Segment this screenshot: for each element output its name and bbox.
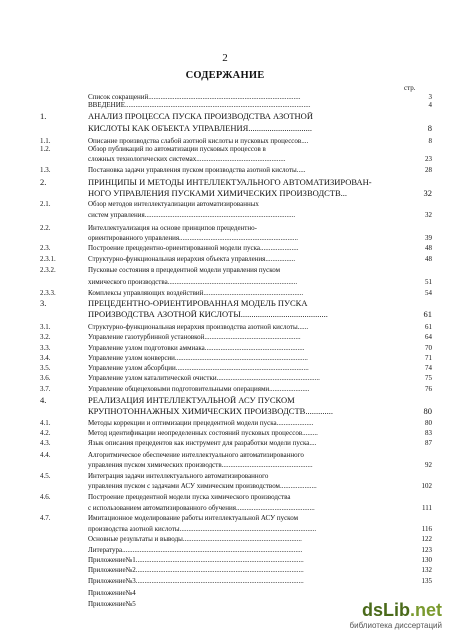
toc-entry-title: химического производства..........................................................................	[88, 278, 298, 286]
toc-entry-number: 4.	[40, 395, 47, 405]
toc-entry-page: 8	[427, 123, 432, 133]
toc-entry-number: 4.2.	[40, 429, 51, 437]
toc-entry-page: 32	[423, 188, 432, 198]
toc-entry-title: Приложение№4	[88, 589, 136, 597]
toc-entry-number: 4.4.	[40, 451, 51, 459]
toc-entry-number: 2.1.	[40, 200, 51, 208]
toc-entry-number: 1.1.	[40, 137, 51, 145]
toc-entry-page: 71	[425, 354, 432, 362]
toc-entry-title: Комплексы управляющих воздействий.........................................................	[88, 289, 304, 297]
page-column-header: стр.	[404, 84, 416, 92]
toc-entry-title: Язык описания прецедентов как инструмент для разработки модели пуска....	[88, 439, 317, 447]
toc-entry-title: Структурно-функциональная иерархия производства азотной кислоты......	[88, 323, 309, 331]
toc-entry-page: 87	[425, 439, 432, 447]
toc-entry-title: ориентированного управления....................................................................	[88, 234, 299, 242]
toc-entry-page: 23	[425, 155, 432, 163]
toc-entry-title: ПРИНЦИПЫ И МЕТОДЫ ИНТЕЛЛЕКТУАЛЬНОГО АВТОМАТИЗИРОВАН-	[88, 178, 372, 187]
toc-entry-number: 3.7.	[40, 385, 51, 393]
toc-entry-title: Литература.......................................................................................................	[88, 546, 303, 554]
toc-entry-page: 8	[428, 137, 432, 145]
toc-entry-title: Методы коррекции и оптимизации прецедентной модели пуска.....................	[88, 419, 314, 427]
toc-entry-number: 4.6.	[40, 493, 51, 501]
toc-entry-title: Структурно-функциональная иерархия объекта управления.................	[88, 255, 296, 263]
toc-entry-number: 3.5.	[40, 364, 51, 372]
toc-entry-title: ВВЕДЕНИЕ..........................................................................................................	[88, 101, 311, 109]
toc-entry-number: 4.1.	[40, 419, 51, 427]
toc-entry-page: 61	[425, 323, 432, 331]
toc-entry-number: 1.	[40, 111, 47, 121]
toc-entry-page: 70	[425, 344, 432, 352]
toc-entry-title: РЕАЛИЗАЦИЯ ИНТЕЛЛЕКТУАЛЬНОЙ АСУ ПУСКОМ	[88, 396, 295, 405]
toc-entry-page: 111	[422, 504, 432, 512]
toc-entry-number: 3.3.	[40, 344, 51, 352]
toc-entry-page: 39	[425, 234, 432, 242]
watermark-subtitle: библиотека диссертаций	[349, 621, 442, 630]
toc-entry-page: 102	[421, 482, 432, 490]
toc-entry-number: 3.4.	[40, 354, 51, 362]
toc-entry-page: 122	[421, 535, 432, 543]
watermark	[322, 600, 442, 630]
toc-entry-title: Обзор публикаций по автоматизации пусковых процессов в	[88, 145, 266, 153]
toc-entry-title: Управление узлом абсорбции............................................................................	[88, 364, 309, 372]
page-title: СОДЕРЖАНИЕ	[185, 70, 265, 81]
toc-entry-page: 48	[425, 255, 432, 263]
toc-entry-title: Постановка задачи управления пуском производства азотной кислоты.....	[88, 166, 306, 174]
toc-entry-page: 48	[425, 244, 432, 252]
toc-entry-number: 1.2.	[40, 145, 51, 153]
toc-entry-title: Пусковые состояния в прецедентной модели управления пуском	[88, 266, 281, 274]
toc-entry-number: 4.7.	[40, 514, 51, 522]
toc-entry-page: 132	[421, 566, 432, 574]
toc-entry-page: 135	[421, 577, 432, 585]
toc-entry-page: 83	[425, 429, 432, 437]
toc-entry-page: 80	[423, 406, 432, 416]
toc-entry-number: 2.3.2.	[40, 266, 56, 274]
toc-entry-title: Управление узлом конверсии............................................................................	[88, 354, 308, 362]
toc-entry-page: 130	[421, 556, 432, 564]
toc-entry-title: ПРЕЦЕДЕНТНО-ОРИЕНТИРОВАННАЯ МОДЕЛЬ ПУСКА	[88, 299, 308, 308]
page-number: 2	[222, 52, 228, 64]
toc-entry-title: КРУПНОТОННАЖНЫХ ХИМИЧЕСКИХ ПРОИЗВОДСТВ.............	[88, 407, 333, 416]
toc-entry-page: 51	[425, 278, 432, 286]
toc-entry-number: 2.	[40, 177, 47, 187]
toc-entry-number: 3.2.	[40, 333, 51, 341]
toc-entry-number: 4.5.	[40, 472, 51, 480]
toc-entry-title: Приложение№1................................................................................................	[88, 556, 304, 564]
toc-entry-title: систем управления......................................................................................	[88, 211, 296, 219]
toc-entry-title: Управление общецеховыми подготовительными операциями.......................	[88, 385, 310, 393]
toc-entry-number: 4.3.	[40, 439, 51, 447]
toc-entry-number: 2.3.3.	[40, 289, 56, 297]
toc-entry-title: Имитационное моделирование работы интеллектуальной АСУ пуском	[88, 514, 299, 522]
toc-entry-title: Построение прецедентной модели пуска химического производства	[88, 493, 291, 501]
toc-entry-title: управления пуском с задачами АСУ химическим производством.....................	[88, 482, 317, 490]
toc-entry-title: Описание производства слабой азотной кислоты и пусковых процессов....	[88, 137, 309, 145]
toc-entry-title: АНАЛИЗ ПРОЦЕССА ПУСКА ПРОИЗВОДСТВА АЗОТНОЙ	[88, 112, 313, 121]
toc-entry-title: Приложение№5	[88, 600, 136, 608]
toc-entry-title: Интеллектуализация на основе принципов прецедентно-	[88, 224, 257, 232]
toc-entry-title: НОГО УПРАВЛЕНИЯ ПУСКАМИ ХИМИЧЕСКИХ ПРОИЗВОДСТВ...	[88, 189, 348, 198]
toc-entry-title: Приложение№2................................................................................................	[88, 566, 304, 574]
toc-entry-title: Интеграция задачи интеллектуального автоматизированного	[88, 472, 269, 480]
toc-entry-title: сложных технологических системах...................................................	[88, 155, 286, 163]
toc-entry-number: 2.3.1.	[40, 255, 56, 263]
toc-entry-title: ПРОИЗВОДСТВА АЗОТНОЙ КИСЛОТЫ.........................................	[88, 310, 328, 319]
toc-entry-title: Список сокращений.......................................................................................	[88, 93, 301, 101]
toc-entry-number: 3.	[40, 298, 47, 308]
toc-entry-page: 64	[425, 333, 432, 341]
toc-entry-title: Управление узлом каталитической очистки...........................................................	[88, 374, 320, 382]
toc-entry-title: производства азотной кислоты..............................................................................	[88, 525, 317, 533]
toc-entry-title: Построение прецедентно-ориентированной модели пуска......................	[88, 244, 299, 252]
toc-entry-page: 116	[421, 525, 432, 533]
toc-entry-page: 54	[425, 289, 432, 297]
toc-entry-page: 74	[425, 364, 432, 372]
toc-entry-page: 75	[425, 374, 432, 382]
toc-entry-title: Управление узлом подготовки аммиака.........................................................	[88, 344, 305, 352]
toc-entry-number: 1.3.	[40, 166, 51, 174]
toc-entry-number: 2.2.	[40, 224, 51, 232]
toc-entry-number: 2.3.	[40, 244, 51, 252]
watermark-logo: dsLib.net	[361, 600, 442, 620]
toc-entry-page: 61	[423, 309, 432, 319]
toc-entry-page: 123	[421, 546, 432, 554]
toc-entry-page: 92	[425, 461, 432, 469]
toc-entry-title: Обзор методов интеллектуализации автоматизированных	[88, 200, 259, 208]
toc-entry-title: с использованием автоматизированного обучения.............................................	[88, 504, 315, 512]
toc-entry-page: 3	[428, 93, 432, 101]
toc-entry-page: 80	[425, 419, 432, 427]
toc-entry-page: 28	[425, 166, 432, 174]
toc-entry-page: 76	[425, 385, 432, 393]
toc-entry-title: Управление газотурбинной установкой.......................................................	[88, 333, 301, 341]
toc-entry-number: 3.6.	[40, 374, 51, 382]
toc-entry-number: 3.1.	[40, 323, 51, 331]
toc-entry-page: 4	[428, 101, 432, 109]
toc-entry-title: Основные результаты и выводы....................................................................	[88, 535, 302, 543]
toc-entry-page: 32	[425, 211, 432, 219]
toc-entry-title: Алгоритмическое обеспечение интеллектуального автоматизированного	[88, 451, 304, 459]
toc-entry-title: Приложение№3................................................................................................	[88, 577, 304, 585]
toc-entry-title: Метод идентификации неопределенных состояний пусковых процессов.........	[88, 429, 318, 437]
toc-entry-title: управления пуском химических производств....................................................	[88, 461, 313, 469]
toc-entry-title: КИСЛОТЫ КАК ОБЪЕКТА УПРАВЛЕНИЯ..............................	[88, 124, 313, 133]
